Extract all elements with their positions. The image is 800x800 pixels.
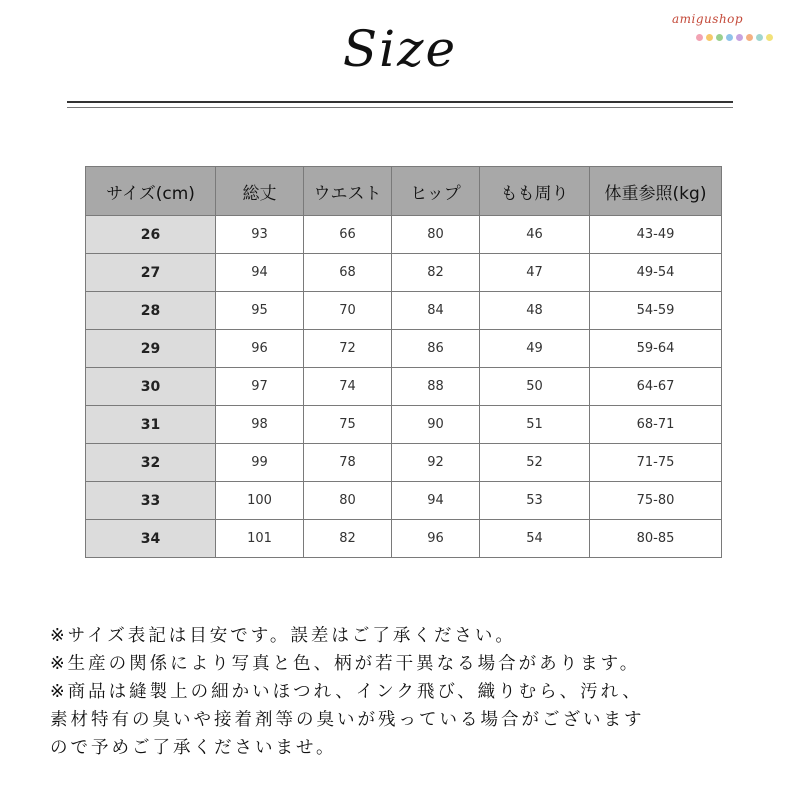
table-row xyxy=(86,368,722,406)
note-line: 素材特有の臭いや接着剤等の臭いが残っている場合がございます xyxy=(50,710,645,730)
table-row xyxy=(86,406,722,444)
page-title: Size xyxy=(342,20,458,78)
cell-thigh: 52 xyxy=(480,444,590,482)
note-line: ※サイズ表記は目安です。誤差はご了承ください。 xyxy=(50,626,516,646)
cell-thigh: 47 xyxy=(480,254,590,292)
title-divider-thin xyxy=(67,107,733,108)
cell-weight: 80-85 xyxy=(590,520,722,558)
cell-weight: 54-59 xyxy=(590,292,722,330)
cell-size: 27 xyxy=(86,254,216,292)
note-line: ※商品は縫製上の細かいほつれ、インク飛び、織りむら、汚れ、 xyxy=(50,682,643,702)
cell-length: 96 xyxy=(216,330,304,368)
cell-hip: 94 xyxy=(392,482,480,520)
table-row xyxy=(86,482,722,520)
cell-size: 26 xyxy=(86,216,216,254)
header-size: サイズ(cm) xyxy=(86,167,216,216)
cell-size: 30 xyxy=(86,368,216,406)
cell-size: 29 xyxy=(86,330,216,368)
table-body xyxy=(86,216,722,558)
cell-hip: 88 xyxy=(392,368,480,406)
cell-waist: 68 xyxy=(304,254,392,292)
header-hip: ヒップ xyxy=(392,167,480,216)
cell-length: 93 xyxy=(216,216,304,254)
cell-waist: 66 xyxy=(304,216,392,254)
cell-waist: 82 xyxy=(304,520,392,558)
table-row xyxy=(86,444,722,482)
cell-length: 98 xyxy=(216,406,304,444)
note-line: ので予めご了承くださいませ。 xyxy=(50,738,337,758)
cell-size: 33 xyxy=(86,482,216,520)
cell-hip: 90 xyxy=(392,406,480,444)
shop-logo-text: amigushop xyxy=(672,12,744,26)
cell-size: 34 xyxy=(86,520,216,558)
cell-waist: 78 xyxy=(304,444,392,482)
header-waist: ウエスト xyxy=(304,167,392,216)
cell-waist: 80 xyxy=(304,482,392,520)
table-row xyxy=(86,330,722,368)
note-line: ※生産の関係により写真と色、柄が若干異なる場合があります。 xyxy=(50,654,641,674)
cell-weight: 59-64 xyxy=(590,330,722,368)
table-row xyxy=(86,254,722,292)
cell-length: 101 xyxy=(216,520,304,558)
notes xyxy=(50,622,780,762)
cell-waist: 70 xyxy=(304,292,392,330)
header-thigh: もも周り xyxy=(480,167,590,216)
table-row xyxy=(86,292,722,330)
cell-thigh: 51 xyxy=(480,406,590,444)
cell-weight: 49-54 xyxy=(590,254,722,292)
header-length: 総丈 xyxy=(216,167,304,216)
cell-length: 100 xyxy=(216,482,304,520)
cell-thigh: 54 xyxy=(480,520,590,558)
cell-hip: 96 xyxy=(392,520,480,558)
cell-length: 97 xyxy=(216,368,304,406)
cell-size: 28 xyxy=(86,292,216,330)
cell-size: 31 xyxy=(86,406,216,444)
cell-waist: 75 xyxy=(304,406,392,444)
title-divider xyxy=(67,101,733,103)
size-table xyxy=(85,166,722,558)
cell-thigh: 50 xyxy=(480,368,590,406)
cell-hip: 84 xyxy=(392,292,480,330)
cell-length: 95 xyxy=(216,292,304,330)
cell-hip: 92 xyxy=(392,444,480,482)
cell-waist: 72 xyxy=(304,330,392,368)
cell-weight: 71-75 xyxy=(590,444,722,482)
cell-hip: 86 xyxy=(392,330,480,368)
header-weight: 体重参照(kg) xyxy=(590,167,722,216)
cell-size: 32 xyxy=(86,444,216,482)
cell-thigh: 53 xyxy=(480,482,590,520)
cell-weight: 68-71 xyxy=(590,406,722,444)
cell-thigh: 46 xyxy=(480,216,590,254)
cell-waist: 74 xyxy=(304,368,392,406)
cell-thigh: 48 xyxy=(480,292,590,330)
table-header-row xyxy=(86,167,722,216)
cell-length: 94 xyxy=(216,254,304,292)
cell-weight: 75-80 xyxy=(590,482,722,520)
cell-thigh: 49 xyxy=(480,330,590,368)
cell-hip: 82 xyxy=(392,254,480,292)
cell-weight: 43-49 xyxy=(590,216,722,254)
table-row xyxy=(86,216,722,254)
cell-hip: 80 xyxy=(392,216,480,254)
cell-length: 99 xyxy=(216,444,304,482)
cell-weight: 64-67 xyxy=(590,368,722,406)
table-row xyxy=(86,520,722,558)
